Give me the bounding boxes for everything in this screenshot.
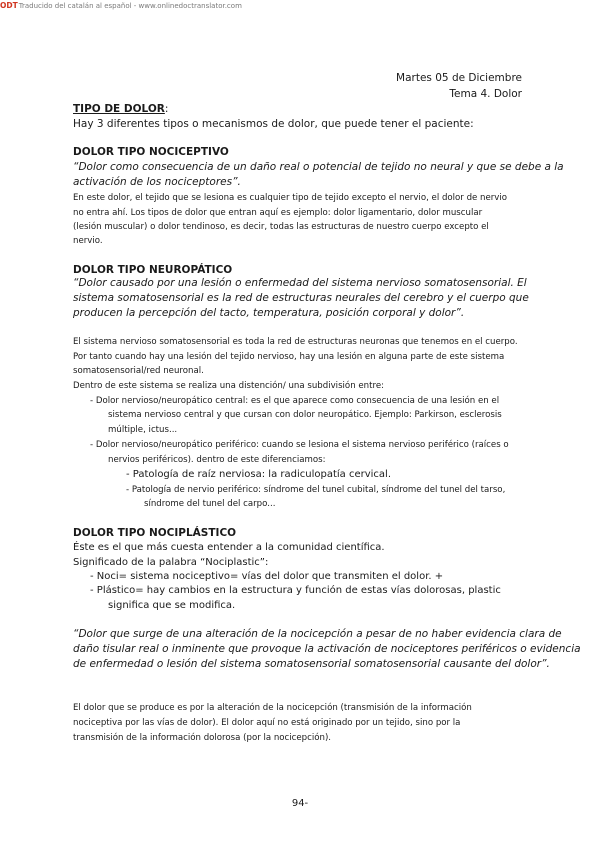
peripheral-pain-item: nervios periféricos). dentro de este diferenciamos: — [108, 455, 326, 465]
intro-text: Hay 3 diferentes tipos o mecanismos de dolor, que puede tener el paciente: — [73, 118, 474, 130]
nociceptive-quote-line: activación de los nociceptores”. — [73, 176, 241, 188]
neuropathic-body-line: somatosensorial/red neuronal. — [73, 366, 204, 376]
nociplastic-quote-line: “Dolor que surge de una alteración de la nocicepción a pesar de no haber evidencia clara de — [73, 628, 562, 640]
nociceptive-heading: DOLOR TIPO NOCICEPTIVO — [73, 146, 229, 158]
nociplastic-list-item: - Plástico= hay cambios en la estructura y función de estas vías dolorosas, plastic — [90, 585, 501, 596]
peripheral-nerve-item: - Patología de nervio periférico: síndrome del tunel cubital, síndrome del tunel del tarso, — [126, 485, 506, 495]
neuropathic-body-line: El sistema nervioso somatosensorial es toda la red de estructuras neuronas que tenemos en el cuerpo. — [73, 337, 518, 347]
nociceptive-body-line: no entra ahí. Los tipos de dolor que entran aquí es ejemplo: dolor ligamentario, dolor muscular — [73, 208, 483, 218]
translator-watermark — [0, 1, 242, 10]
peripheral-pain-item: - Dolor nervioso/neuropático periférico: cuando se lesiona el sistema nervioso periférico (raíces o — [90, 440, 509, 450]
header-date: Martes 05 de Diciembre — [396, 72, 522, 84]
neuropathic-quote-line: producen la percepción del tacto, temperatura, posición corporal y dolor”. — [73, 307, 465, 319]
page-title-suffix: : — [164, 103, 169, 115]
nerve-root-item: - Patología de raíz nerviosa: la radiculopatía cervical. — [126, 469, 391, 480]
header-topic: Tema 4. Dolor — [449, 88, 522, 100]
central-pain-item: - Dolor nervioso/neuropático central: es el que aparece como consecuencia de una lesión en el — [90, 396, 500, 406]
page-title — [73, 103, 168, 115]
page-number: 94- — [291, 798, 309, 809]
nociceptive-body-line: En este dolor, el tejido que se lesiona es cualquier tipo de tejido excepto el nervio, el dolor de nervio — [73, 193, 508, 203]
neuropathic-body-line: Dentro de este sistema se realiza una distención/ una subdivisión entre: — [73, 381, 385, 391]
nociceptive-quote-line: “Dolor como consecuencia de un daño real o potencial de tejido no neural y que se debe a la — [73, 161, 564, 173]
neuropathic-quote-line: sistema somatosensorial es la red de estructuras neurales del cerebro y el cuerpo que — [73, 292, 529, 304]
page-title-label: TIPO DE DOLOR — [73, 103, 165, 115]
nociplastic-intro-line: Significado de la palabra “Nociplastic”: — [73, 557, 269, 568]
central-pain-item: múltiple, ictus... — [108, 425, 178, 435]
neuropathic-quote-line: “Dolor causado por una lesión o enfermedad del sistema nervioso somatosensorial. El — [73, 277, 527, 289]
translator-logo: ODT — [0, 1, 18, 10]
nociplastic-body-line: nociceptiva por las vías de dolor). El dolor aquí no está originado por un tejido, sino por la — [73, 718, 461, 728]
nociplastic-list-item: - Noci= sistema nociceptivo= vías del dolor que transmiten el dolor. + — [90, 571, 444, 582]
nociplastic-intro-line: Éste es el que más cuesta entender a la comunidad científica. — [73, 542, 385, 553]
nociplastic-heading: DOLOR TIPO NOCIPLÁSTICO — [73, 527, 237, 539]
nociplastic-quote-line: daño tisular real o inminente que provoque la activación de nociceptores periféricos o evidencia — [73, 643, 581, 655]
nociceptive-body-line: (lesión muscular) o dolor tendinoso, es decir, todas las estructuras de nuestro cuerpo excepto el — [73, 222, 489, 232]
watermark-text: Traducido del catalán al español - www.onlinedoctranslator.com — [18, 1, 242, 10]
nociceptive-body-line: nervio. — [73, 236, 103, 246]
central-pain-item: sistema nervioso central y que cursan con dolor neuropático. Ejemplo: Parkirson, esclerosis — [108, 410, 502, 420]
nociplastic-body-line: transmisión de la información dolorosa (por la nocicepción). — [73, 733, 332, 743]
neuropathic-body-line: Por tanto cuando hay una lesión del tejido nervioso, hay una lesión en alguna parte de este sistema — [73, 352, 505, 362]
neuropathic-heading: DOLOR TIPO NEUROPÁTICO — [73, 264, 233, 276]
nociplastic-quote-line: de enfermedad o lesión del sistema somatosensorial somatosensorial causante del dolor”. — [73, 658, 550, 670]
nociplastic-body-line: El dolor que se produce es por la alteración de la nocicepción (transmisión de la información — [73, 703, 472, 713]
nociplastic-list-item: significa que se modifica. — [108, 600, 236, 611]
peripheral-nerve-item: síndrome del tunel del carpo... — [144, 499, 276, 509]
